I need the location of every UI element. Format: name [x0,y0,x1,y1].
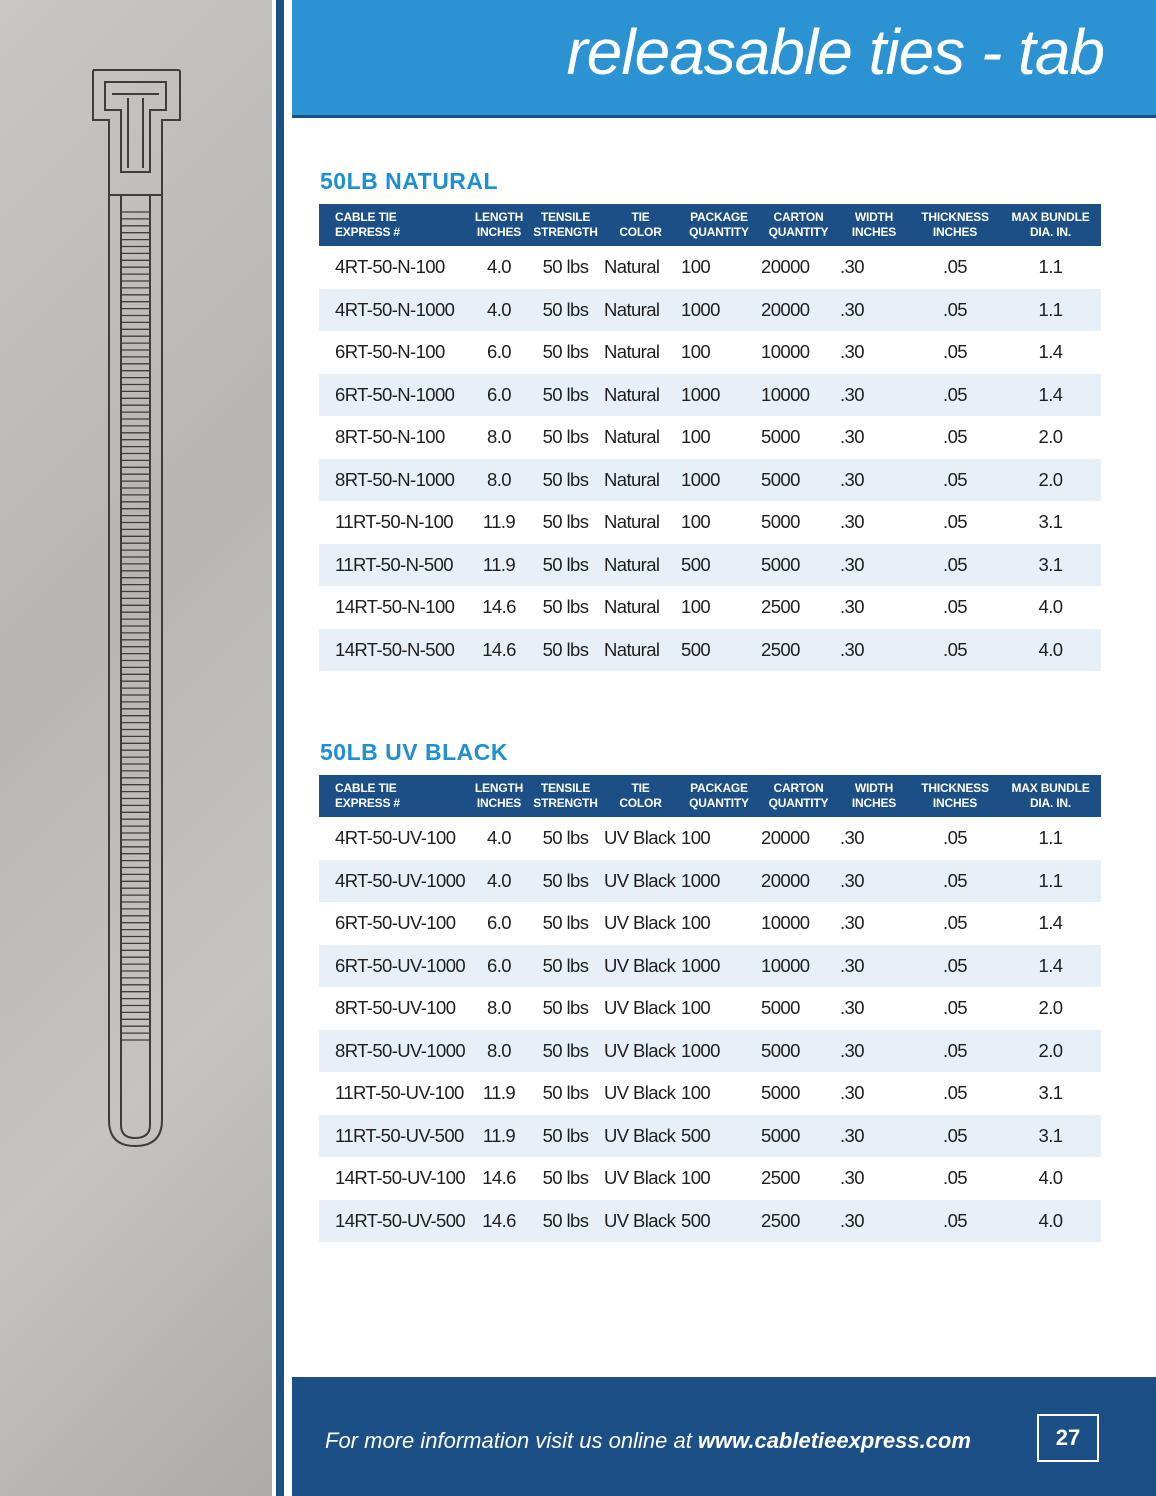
table-cell: .05 [943,256,967,278]
table-cell: Natural [604,553,660,575]
table-cell: .05 [943,638,967,660]
table-cell: 1000 [681,383,720,405]
table-cell: .05 [943,912,967,934]
table-cell: .30 [840,1167,864,1189]
table-cell: UV Black [604,954,676,976]
table-cell: 14.6 [482,1209,516,1231]
table-cell: 4.0 [487,827,511,849]
column-header-line: INCHES [851,225,897,239]
table-cell: .05 [943,1082,967,1104]
table-cell: 4.0 [1038,1167,1063,1189]
column-header [910,775,1000,817]
table-cell: 500 [681,553,711,575]
table-cell: .30 [840,383,864,405]
table-cell: UV Black [604,912,676,934]
column-header-line: LENGTH [474,781,524,795]
table-cell: 500 [681,1124,711,1146]
table-cell: 8RT-50-N-1000 [335,468,455,490]
table-cell: 1.1 [1038,298,1063,320]
section-title-natural: 50LB NATURAL [320,168,499,194]
table-cell: .30 [840,298,864,320]
table-cell: .05 [943,1167,967,1189]
table-cell: 1.1 [1038,869,1063,891]
table-cell: .30 [840,1209,864,1231]
column-header-line: PACKAGE [690,210,748,224]
table-cell: Natural [604,341,660,363]
table-cell: 2.0 [1038,468,1063,490]
table-cell: 5000 [761,468,800,490]
table-cell: 100 [681,1167,711,1189]
table-cell: 50 lbs [542,596,589,618]
table-cell: 100 [681,256,711,278]
table-cell: 50 lbs [542,954,589,976]
column-header-line: DIA. IN. [1029,225,1072,239]
table-cell: UV Black [604,1039,676,1061]
table-cell: 1.4 [1038,383,1063,405]
column-header-line: QUANTITY [689,796,749,810]
table-cell: 100 [681,827,711,849]
table-cell: 500 [681,1209,711,1231]
table-cell: 3.1 [1038,511,1063,533]
divider-white-inner [284,0,292,1496]
column-header-line: INCHES [476,225,522,239]
table-cell: 4.0 [1038,596,1063,618]
table-cell: .05 [943,1209,967,1231]
table-cell: UV Black [604,1167,676,1189]
table-cell: .05 [943,553,967,575]
column-header-line: EXPRESS # [335,796,400,810]
column-header-line: TENSILE [540,210,591,224]
column-header [602,204,679,246]
table-cell: 14.6 [482,1167,516,1189]
column-header-line: CARTON [773,210,824,224]
table-cell: 5000 [761,1039,800,1061]
table-cell: 8.0 [487,426,511,448]
table-cell: .05 [943,468,967,490]
table-cell: 50 lbs [542,827,589,849]
table-cell: .05 [943,827,967,849]
table-cell: 50 lbs [542,1124,589,1146]
table-row [319,860,1101,903]
table-cell: 50 lbs [542,1039,589,1061]
column-header-line: INCHES [932,225,978,239]
table-cell: .05 [943,298,967,320]
table-cell: Natural [604,256,660,278]
column-header-line: PACKAGE [690,781,748,795]
table-cell: UV Black [604,997,676,1019]
table-cell: 6RT-50-UV-100 [335,912,456,934]
table-cell: 2.0 [1038,426,1063,448]
table-cell: 20000 [761,827,810,849]
table-cell: .05 [943,511,967,533]
cable-tie-illustration [0,0,272,1496]
table-cell: 50 lbs [542,341,589,363]
table-cell: 1.1 [1038,256,1063,278]
table-cell: 6RT-50-N-100 [335,341,445,363]
table-cell: 10000 [761,383,810,405]
table-cell: .30 [840,468,864,490]
column-header [1000,775,1101,817]
table-row [319,544,1101,587]
table-cell: 1.4 [1038,341,1063,363]
table-cell: 8RT-50-N-100 [335,426,445,448]
table-cell: .30 [840,954,864,976]
table-cell: 20000 [761,869,810,891]
table-cell: 100 [681,341,711,363]
table-cell: .30 [840,256,864,278]
column-header-line: MAX BUNDLE [1011,781,1090,795]
page-title: releasable ties - tab [566,16,1104,88]
column-header-line: THICKNESS [921,781,989,795]
page-number: 27 [1037,1414,1099,1462]
table-row [319,1072,1101,1115]
spec-table-uv-black [319,775,1101,1242]
column-header [469,204,529,246]
column-header-line: THICKNESS [921,210,989,224]
table-cell: 14RT-50-UV-500 [335,1209,466,1231]
table-cell: 2500 [761,1167,800,1189]
table-cell: 14RT-50-UV-100 [335,1167,466,1189]
table-cell: .30 [840,1039,864,1061]
table-cell: 50 lbs [542,468,589,490]
table-cell: UV Black [604,1124,676,1146]
column-header [759,204,838,246]
table-row [319,374,1101,417]
table-cell: 50 lbs [542,1167,589,1189]
column-header-line: CABLE TIE [335,210,397,224]
table-cell: 6.0 [487,341,511,363]
footer-url-link[interactable]: www.cabletieexpress.com [697,1428,971,1453]
table-cell: .30 [840,1124,864,1146]
column-header [679,204,759,246]
column-header-line: CARTON [773,781,824,795]
table-row [319,586,1101,629]
table-cell: 4.0 [487,869,511,891]
table-cell: 4RT-50-N-100 [335,256,445,278]
column-header [529,775,602,817]
table-cell: .30 [840,511,864,533]
column-header-line: EXPRESS # [335,225,400,239]
table-cell: 5000 [761,511,800,533]
table-cell: 6.0 [487,383,511,405]
table-cell: 6RT-50-UV-1000 [335,954,466,976]
section-title-uv-black: 50LB UV BLACK [320,739,508,765]
table-row [319,501,1101,544]
table-cell: 50 lbs [542,997,589,1019]
table-cell: 4RT-50-UV-1000 [335,869,466,891]
spec-table-natural [319,204,1101,671]
table-cell: 11.9 [482,553,516,575]
side-panel [0,0,272,1496]
table-cell: Natural [604,383,660,405]
table-cell: 14RT-50-N-500 [335,638,455,660]
table-cell: .05 [943,1124,967,1146]
table-cell: 8RT-50-UV-100 [335,997,456,1019]
table-cell: 20000 [761,256,810,278]
column-header-line: QUANTITY [768,796,829,810]
table-cell: 50 lbs [542,511,589,533]
table-cell: 100 [681,596,711,618]
divider-navy [276,0,284,1496]
table-cell: 8.0 [487,1039,511,1061]
table-cell: 11RT-50-N-500 [335,553,453,575]
table-cell: .30 [840,997,864,1019]
table-cell: 100 [681,426,711,448]
table-cell: UV Black [604,1209,676,1231]
table-cell: 10000 [761,954,810,976]
table-cell: 3.1 [1038,1082,1063,1104]
table-cell: Natural [604,596,660,618]
table-cell: UV Black [604,1082,676,1104]
table-row [319,246,1101,289]
column-header [838,204,910,246]
column-header [319,775,469,817]
column-header-line: STRENGTH [533,796,598,810]
column-header-line: INCHES [476,796,522,810]
column-header-line: TENSILE [540,781,591,795]
page-header [292,0,1156,118]
table-row [319,1200,1101,1243]
table-cell: 10000 [761,912,810,934]
table-cell: .30 [840,596,864,618]
table-cell: .05 [943,954,967,976]
table-cell: 50 lbs [542,426,589,448]
table-cell: 1.4 [1038,954,1063,976]
column-header-line: STRENGTH [533,225,598,239]
table-cell: UV Black [604,869,676,891]
table-cell: 4RT-50-N-1000 [335,298,455,320]
table-cell: 50 lbs [542,912,589,934]
table-cell: 6.0 [487,954,511,976]
column-header-line: TIE [631,210,650,224]
table-cell: .30 [840,638,864,660]
table-cell: Natural [604,426,660,448]
table-cell: 2.0 [1038,1039,1063,1061]
table-cell: 2500 [761,596,800,618]
column-header [679,775,759,817]
table-cell: Natural [604,468,660,490]
table-cell: Natural [604,298,660,320]
table-cell: .30 [840,912,864,934]
table-cell: 50 lbs [542,383,589,405]
column-header [1000,204,1101,246]
table-cell: .05 [943,596,967,618]
column-header-line: INCHES [851,796,897,810]
table-cell: 3.1 [1038,553,1063,575]
table-cell: 50 lbs [542,553,589,575]
table-cell: 4.0 [1038,1209,1063,1231]
table-cell: 6.0 [487,912,511,934]
table-cell: 6RT-50-N-1000 [335,383,455,405]
table-cell: 14.6 [482,638,516,660]
table-cell: 50 lbs [542,1082,589,1104]
column-header [319,204,469,246]
table-cell: .30 [840,553,864,575]
table-cell: 5000 [761,553,800,575]
table-cell: 100 [681,912,711,934]
table-cell: 5000 [761,1124,800,1146]
table-row [319,1157,1101,1200]
table-cell: 5000 [761,426,800,448]
table-cell: 14.6 [482,596,516,618]
table-cell: 11RT-50-UV-500 [335,1124,464,1146]
table-cell: 2.0 [1038,997,1063,1019]
column-header-line: COLOR [619,225,662,239]
table-cell: 4.0 [487,298,511,320]
table-cell: .05 [943,1039,967,1061]
table-row [319,289,1101,332]
column-header [469,775,529,817]
table-cell: .05 [943,383,967,405]
column-header-line: INCHES [932,796,978,810]
table-cell: 5000 [761,1082,800,1104]
table-cell: 4.0 [487,256,511,278]
column-header-line: QUANTITY [768,225,829,239]
table-cell: .30 [840,341,864,363]
table-cell: 20000 [761,298,810,320]
table-cell: 1000 [681,468,720,490]
table-cell: 100 [681,511,711,533]
table-row [319,416,1101,459]
table-header-row [319,204,1101,246]
table-cell: 1000 [681,298,720,320]
column-header-line: TIE [631,781,650,795]
table-cell: 11RT-50-UV-100 [335,1082,464,1104]
column-header [910,204,1000,246]
table-cell: .05 [943,341,967,363]
table-cell: .05 [943,426,967,448]
table-cell: 4RT-50-UV-100 [335,827,456,849]
table-cell: 3.1 [1038,1124,1063,1146]
table-cell: 14RT-50-N-100 [335,596,455,618]
table-cell: 8.0 [487,468,511,490]
table-row [319,629,1101,672]
table-cell: 2500 [761,638,800,660]
table-cell: 50 lbs [542,1209,589,1231]
table-cell: 50 lbs [542,638,589,660]
table-cell: .05 [943,869,967,891]
column-header [529,204,602,246]
column-header-line: QUANTITY [689,225,749,239]
table-cell: 500 [681,638,711,660]
column-header [602,775,679,817]
table-cell: 11.9 [482,1124,516,1146]
table-cell: 1000 [681,954,720,976]
table-cell: Natural [604,511,660,533]
column-header [759,775,838,817]
table-row [319,945,1101,988]
page-footer [292,1377,1156,1496]
table-cell: 11.9 [482,511,516,533]
table-cell: 5000 [761,997,800,1019]
table-row [319,331,1101,374]
table-row [319,817,1101,860]
table-cell: .05 [943,997,967,1019]
column-header-line: DIA. IN. [1029,796,1072,810]
table-cell: 1000 [681,1039,720,1061]
table-cell: 11RT-50-N-100 [335,511,453,533]
column-header [838,775,910,817]
column-header-line: MAX BUNDLE [1011,210,1090,224]
table-cell: 100 [681,1082,711,1104]
column-header-line: WIDTH [854,210,894,224]
footer-info-text: For more information visit us online at [325,1428,692,1453]
table-header-row [319,775,1101,817]
table-row [319,1115,1101,1158]
table-row [319,987,1101,1030]
table-cell: 11.9 [482,1082,516,1104]
table-cell: Natural [604,638,660,660]
table-cell: 2500 [761,1209,800,1231]
column-header-line: COLOR [619,796,662,810]
table-cell: 8RT-50-UV-1000 [335,1039,466,1061]
table-cell: .30 [840,827,864,849]
table-cell: 1.4 [1038,912,1063,934]
table-cell: 4.0 [1038,638,1063,660]
column-header-line: WIDTH [854,781,894,795]
table-cell: 1.1 [1038,827,1063,849]
table-cell: .30 [840,1082,864,1104]
table-cell: 100 [681,997,711,1019]
table-row [319,902,1101,945]
column-header-line: CABLE TIE [335,781,397,795]
table-cell: 10000 [761,341,810,363]
column-header-line: LENGTH [474,210,524,224]
table-row [319,459,1101,502]
table-row [319,1030,1101,1073]
table-cell: .30 [840,426,864,448]
table-cell: 1000 [681,869,720,891]
table-cell: 50 lbs [542,256,589,278]
table-cell: 50 lbs [542,869,589,891]
table-cell: 8.0 [487,997,511,1019]
footer-text [325,1428,971,1454]
table-cell: .30 [840,869,864,891]
table-cell: UV Black [604,827,676,849]
table-cell: 50 lbs [542,298,589,320]
